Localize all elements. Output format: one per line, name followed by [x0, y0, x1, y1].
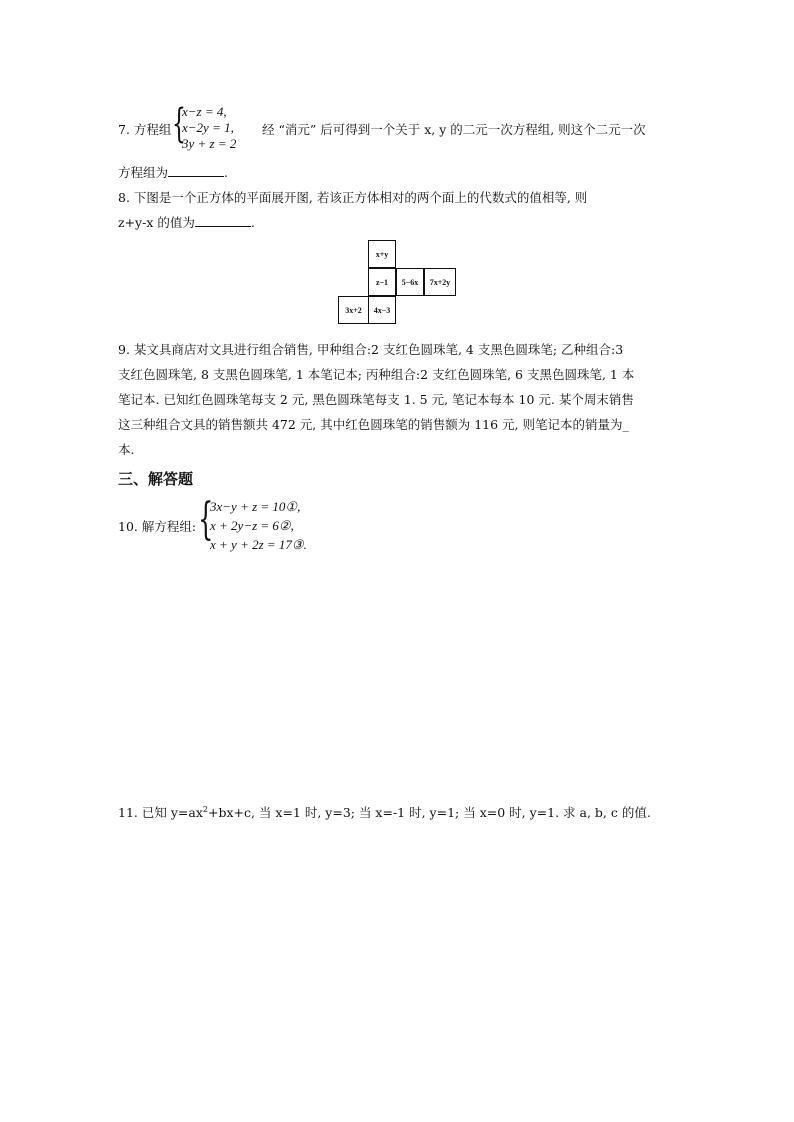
q7-eq3: 3y + z = 2	[182, 136, 237, 151]
q10-prefix: 10. 解方程组:	[118, 519, 197, 534]
q7-brace: {	[172, 101, 186, 147]
q9-line1: 9. 某文具商店对文具进行组合销售, 甲种组合:2 支红色圆珠笔, 4 支黑色圆珠笔; 乙种组合:3	[118, 342, 624, 357]
q7-line2-text: 方程组为	[118, 165, 169, 180]
q7-line2	[118, 163, 228, 181]
q11-superscript: 2	[202, 804, 208, 814]
question-11	[118, 803, 651, 821]
q11-text-b: +bx+c, 当 x=1 时, y=3; 当 x=-1 时, y=1; 当 x=0 时, y=1. 求 a, b, c 的值.	[207, 805, 651, 820]
net-face-bot2: 4x−3	[368, 296, 396, 324]
section-heading: 三、解答题	[118, 470, 194, 488]
q10-eq1: 3x−y + z = 10①,	[210, 499, 301, 514]
q7-answer-blank[interactable]	[168, 164, 224, 177]
q9-line2: 支红色圆珠笔, 8 支黑色圆珠笔, 1 本笔记本; 丙种组合:2 支红色圆珠笔, 6 支黑色圆珠笔, 1 本	[118, 367, 635, 382]
q7-suffix: 经 “消元” 后可得到一个关于 x, y 的二元一次方程组, 则这个二元一次	[262, 122, 646, 137]
q7-end: .	[224, 165, 228, 180]
q11-text-a: 11. 已知 y=ax	[118, 805, 203, 820]
q7-prefix: 7. 方程组	[118, 122, 172, 137]
q9-line4: 这三种组合文具的销售额共 472 元, 其中红色圆珠笔的销售额为 116 元, 则笔记本的销量为_	[118, 417, 629, 432]
net-face-top: x+y	[368, 240, 396, 268]
q10-eq2: x + 2y−z = 6②,	[210, 518, 294, 533]
q8-line2-text: z+y-x 的值为	[118, 215, 195, 230]
net-face-mid3: 7x+2y	[424, 268, 456, 296]
net-face-mid1: z−1	[368, 268, 396, 296]
q7-eq2: x−2y = 1,	[182, 120, 234, 135]
q10-eq3: x + y + 2z = 17③.	[210, 537, 307, 552]
q8-line1: 8. 下图是一个正方体的平面展开图, 若该正方体相对的两个面上的代数式的值相等, 则	[118, 190, 588, 205]
q10-brace: {	[198, 494, 214, 545]
q8-end: .	[250, 215, 255, 230]
net-face-bot1: 3x+2	[338, 296, 369, 324]
q9-line5: 本.	[118, 442, 135, 457]
q8-line2	[118, 213, 255, 231]
q9-line3: 笔记本. 已知红色圆珠笔每支 2 元, 黑色圆珠笔每支 1. 5 元, 笔记本每本 10 元. 某个周末销售	[118, 392, 634, 407]
q7-eq1: x−z = 4,	[182, 104, 227, 119]
net-face-mid2: 5−6x	[396, 268, 424, 296]
q8-answer-blank[interactable]	[195, 214, 251, 227]
